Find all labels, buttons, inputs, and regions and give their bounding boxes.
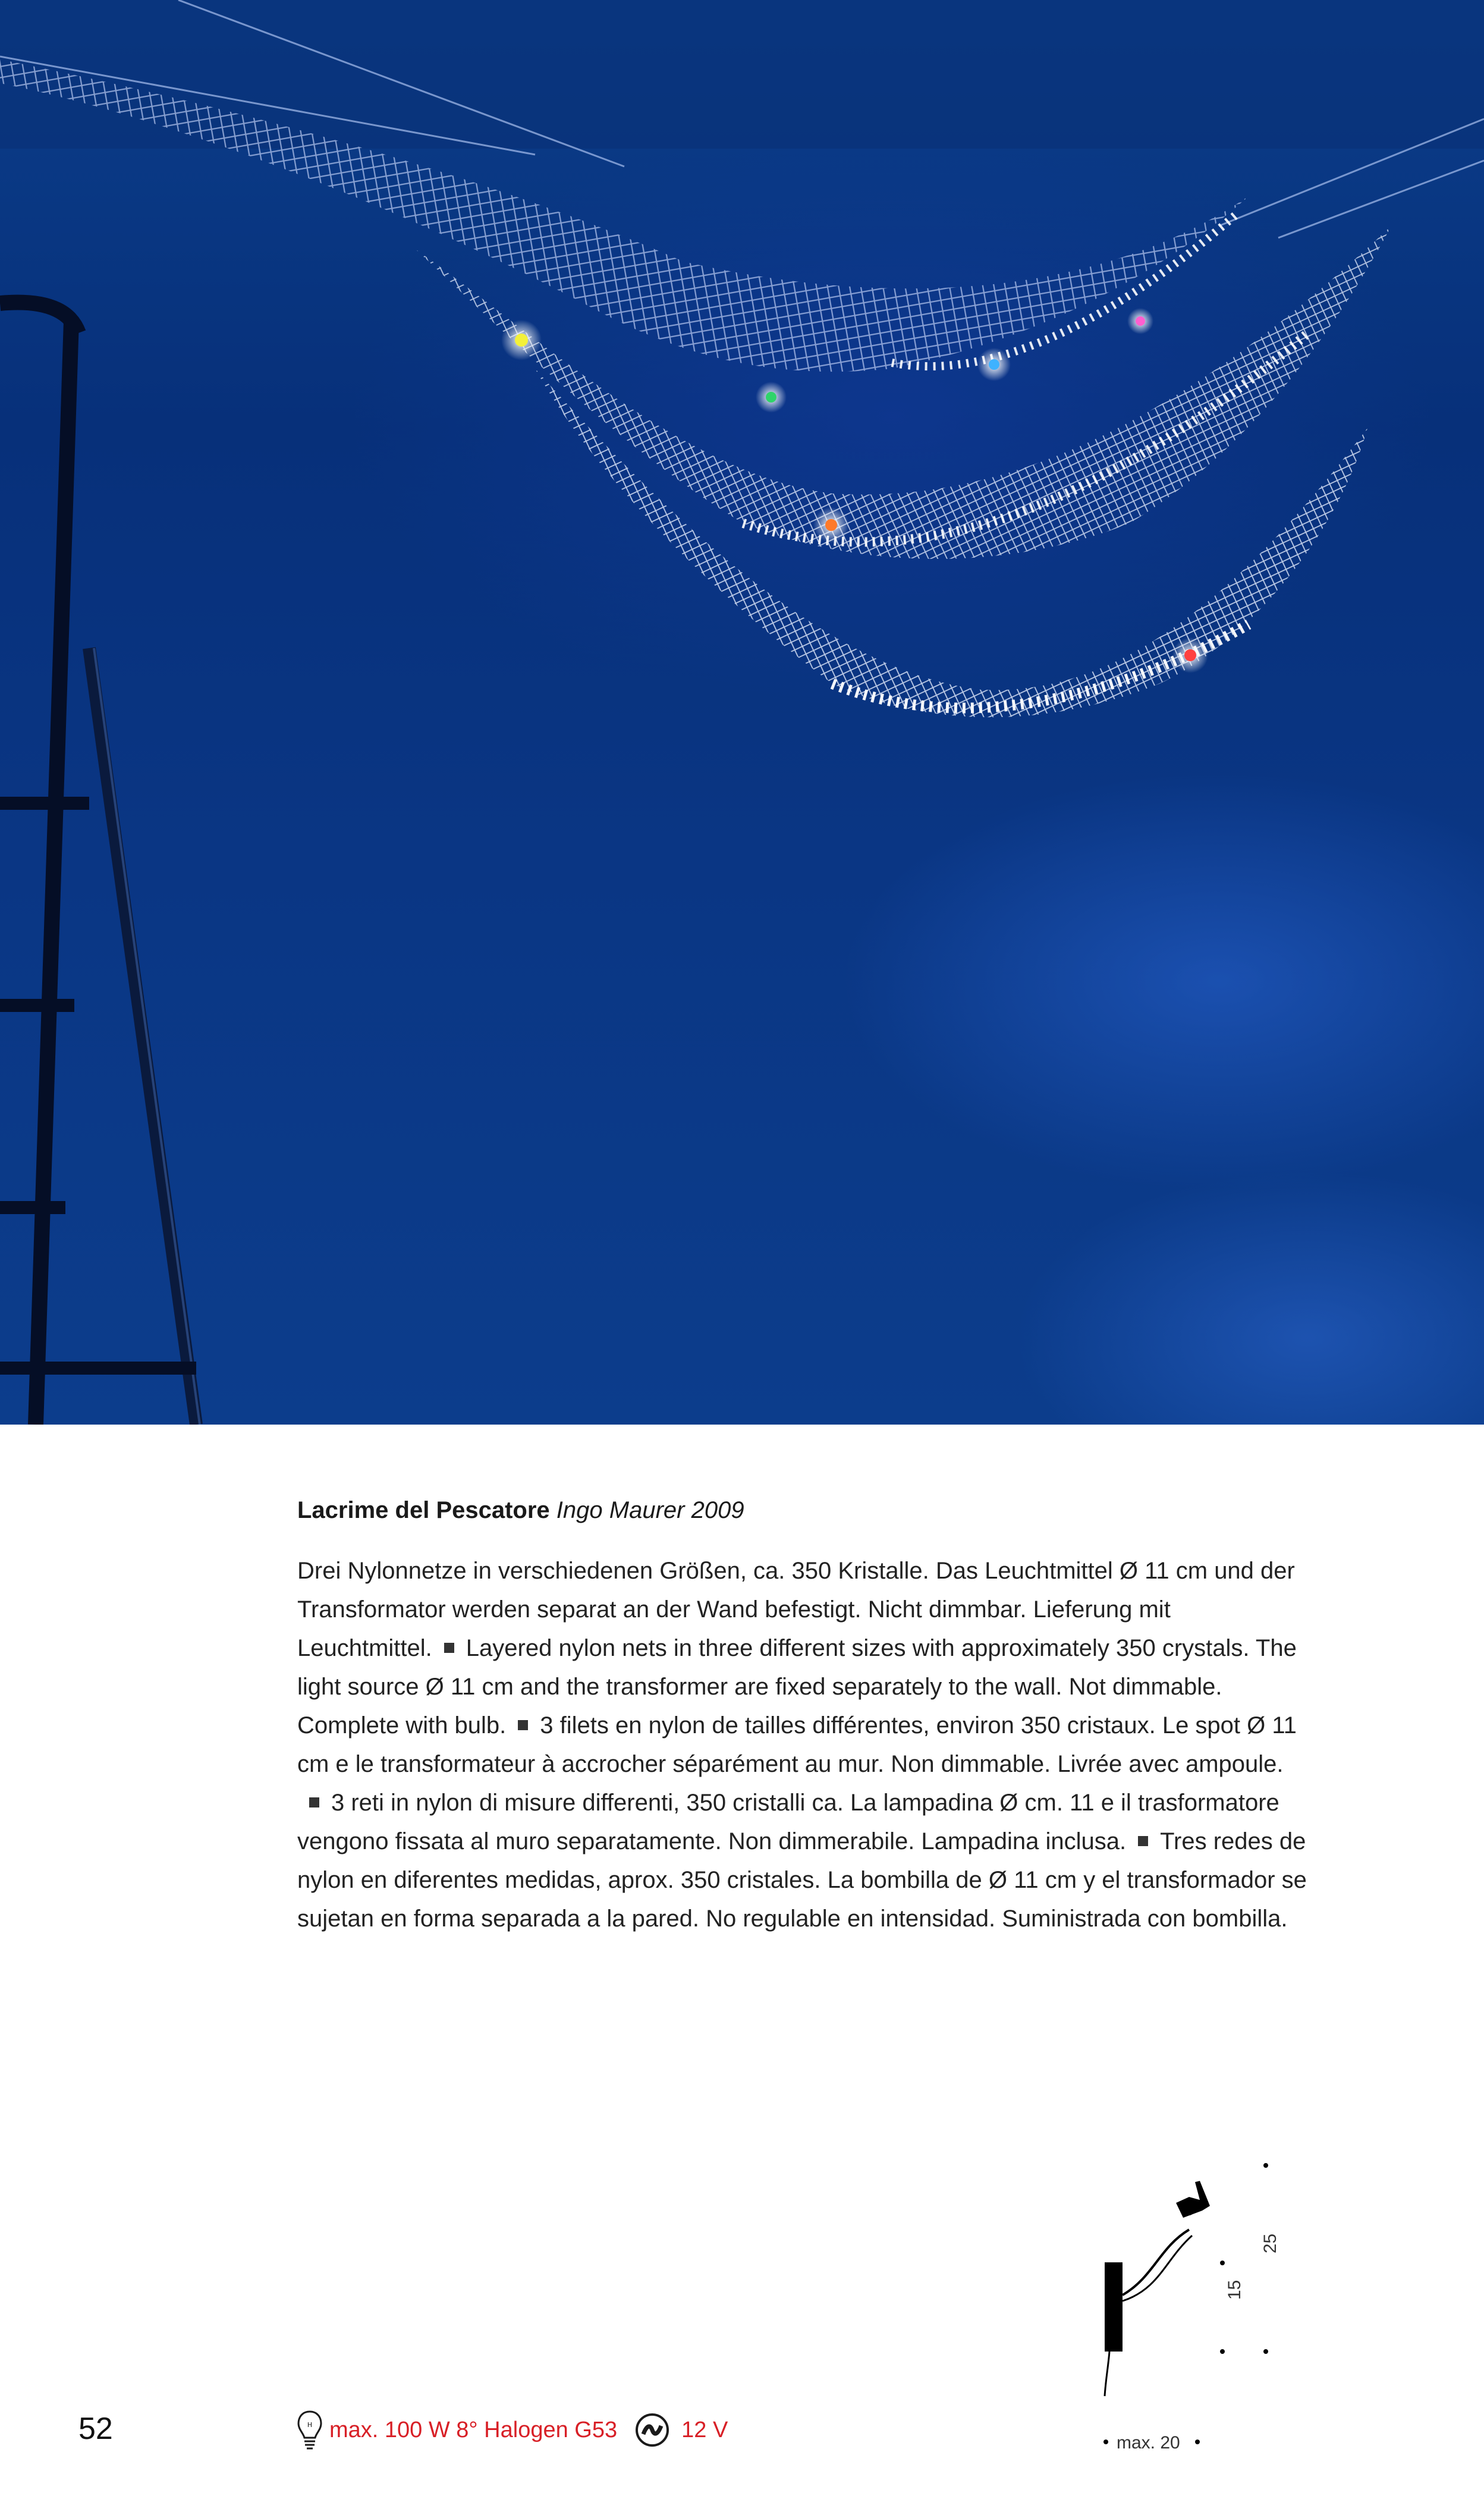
crystal-net	[0, 59, 1391, 717]
voltage-spec: 12 V	[681, 2417, 728, 2442]
svg-text:H: H	[307, 2421, 313, 2429]
description-it: 3 reti in nylon di misure differenti, 350 cristalli ca. La lampadina Ø cm. 11 e il trasformatore vengono fissata al muro separatamente. Non dimmerabile. Lampadina inclusa.	[297, 1790, 1279, 1854]
dimension-drawing	[1070, 2140, 1308, 2462]
separator-square-icon	[444, 1643, 454, 1653]
designer-year: Ingo Maurer 2009	[556, 1497, 744, 1523]
description-en: Layered nylon nets in three different sizes with approximately 350 crystals. The light source Ø 11 cm and the transformer are fixed separately to the wall. Not dimmable. Complete with bulb.	[297, 1635, 1297, 1739]
product-name: Lacrime del Pescatore	[297, 1497, 550, 1523]
description-fr: 3 filets en nylon de tailles différentes, environ 350 cristaux. Le spot Ø 11 cm e le transformateur à accrocher séparément au mur. Non dimmable. Livrée avec ampoule.	[297, 1712, 1297, 1777]
bulb-spec: max. 100 W 8° Halogen G53	[329, 2417, 618, 2442]
description-de: Drei Nylonnetze in verschiedenen Größen, ca. 350 Kristalle. Das Leuchtmittel Ø 11 cm und der Transformator werden separat an der Wand befestigt. Nicht dimmbar. Lieferung mit Leuchtmittel.	[297, 1558, 1295, 1661]
halogen-bulb-icon	[296, 2409, 323, 2451]
description-es: Tres redes de nylon en diferentes medidas, aprox. 350 cristales. La bombilla de Ø 11 cm y el transformador se sujetan en forma separada a la pared. No regulable en intensidad. Suministrada con bombilla.	[297, 1828, 1307, 1932]
transformer-icon	[634, 2412, 671, 2448]
dimension-25: 25	[1260, 2233, 1280, 2253]
lamp-profile-diagram	[1070, 2140, 1308, 2462]
technical-spec	[296, 2409, 728, 2451]
separator-square-icon	[518, 1720, 528, 1730]
page-number: 52	[78, 2412, 113, 2446]
separator-square-icon	[309, 1797, 319, 1807]
product-description	[297, 1552, 1308, 1938]
product-title	[297, 1494, 1308, 1527]
ladder	[0, 303, 200, 1425]
dimension-max-20: max. 20	[1117, 2433, 1180, 2453]
dimension-15: 15	[1225, 2280, 1244, 2300]
separator-square-icon	[1138, 1836, 1148, 1846]
